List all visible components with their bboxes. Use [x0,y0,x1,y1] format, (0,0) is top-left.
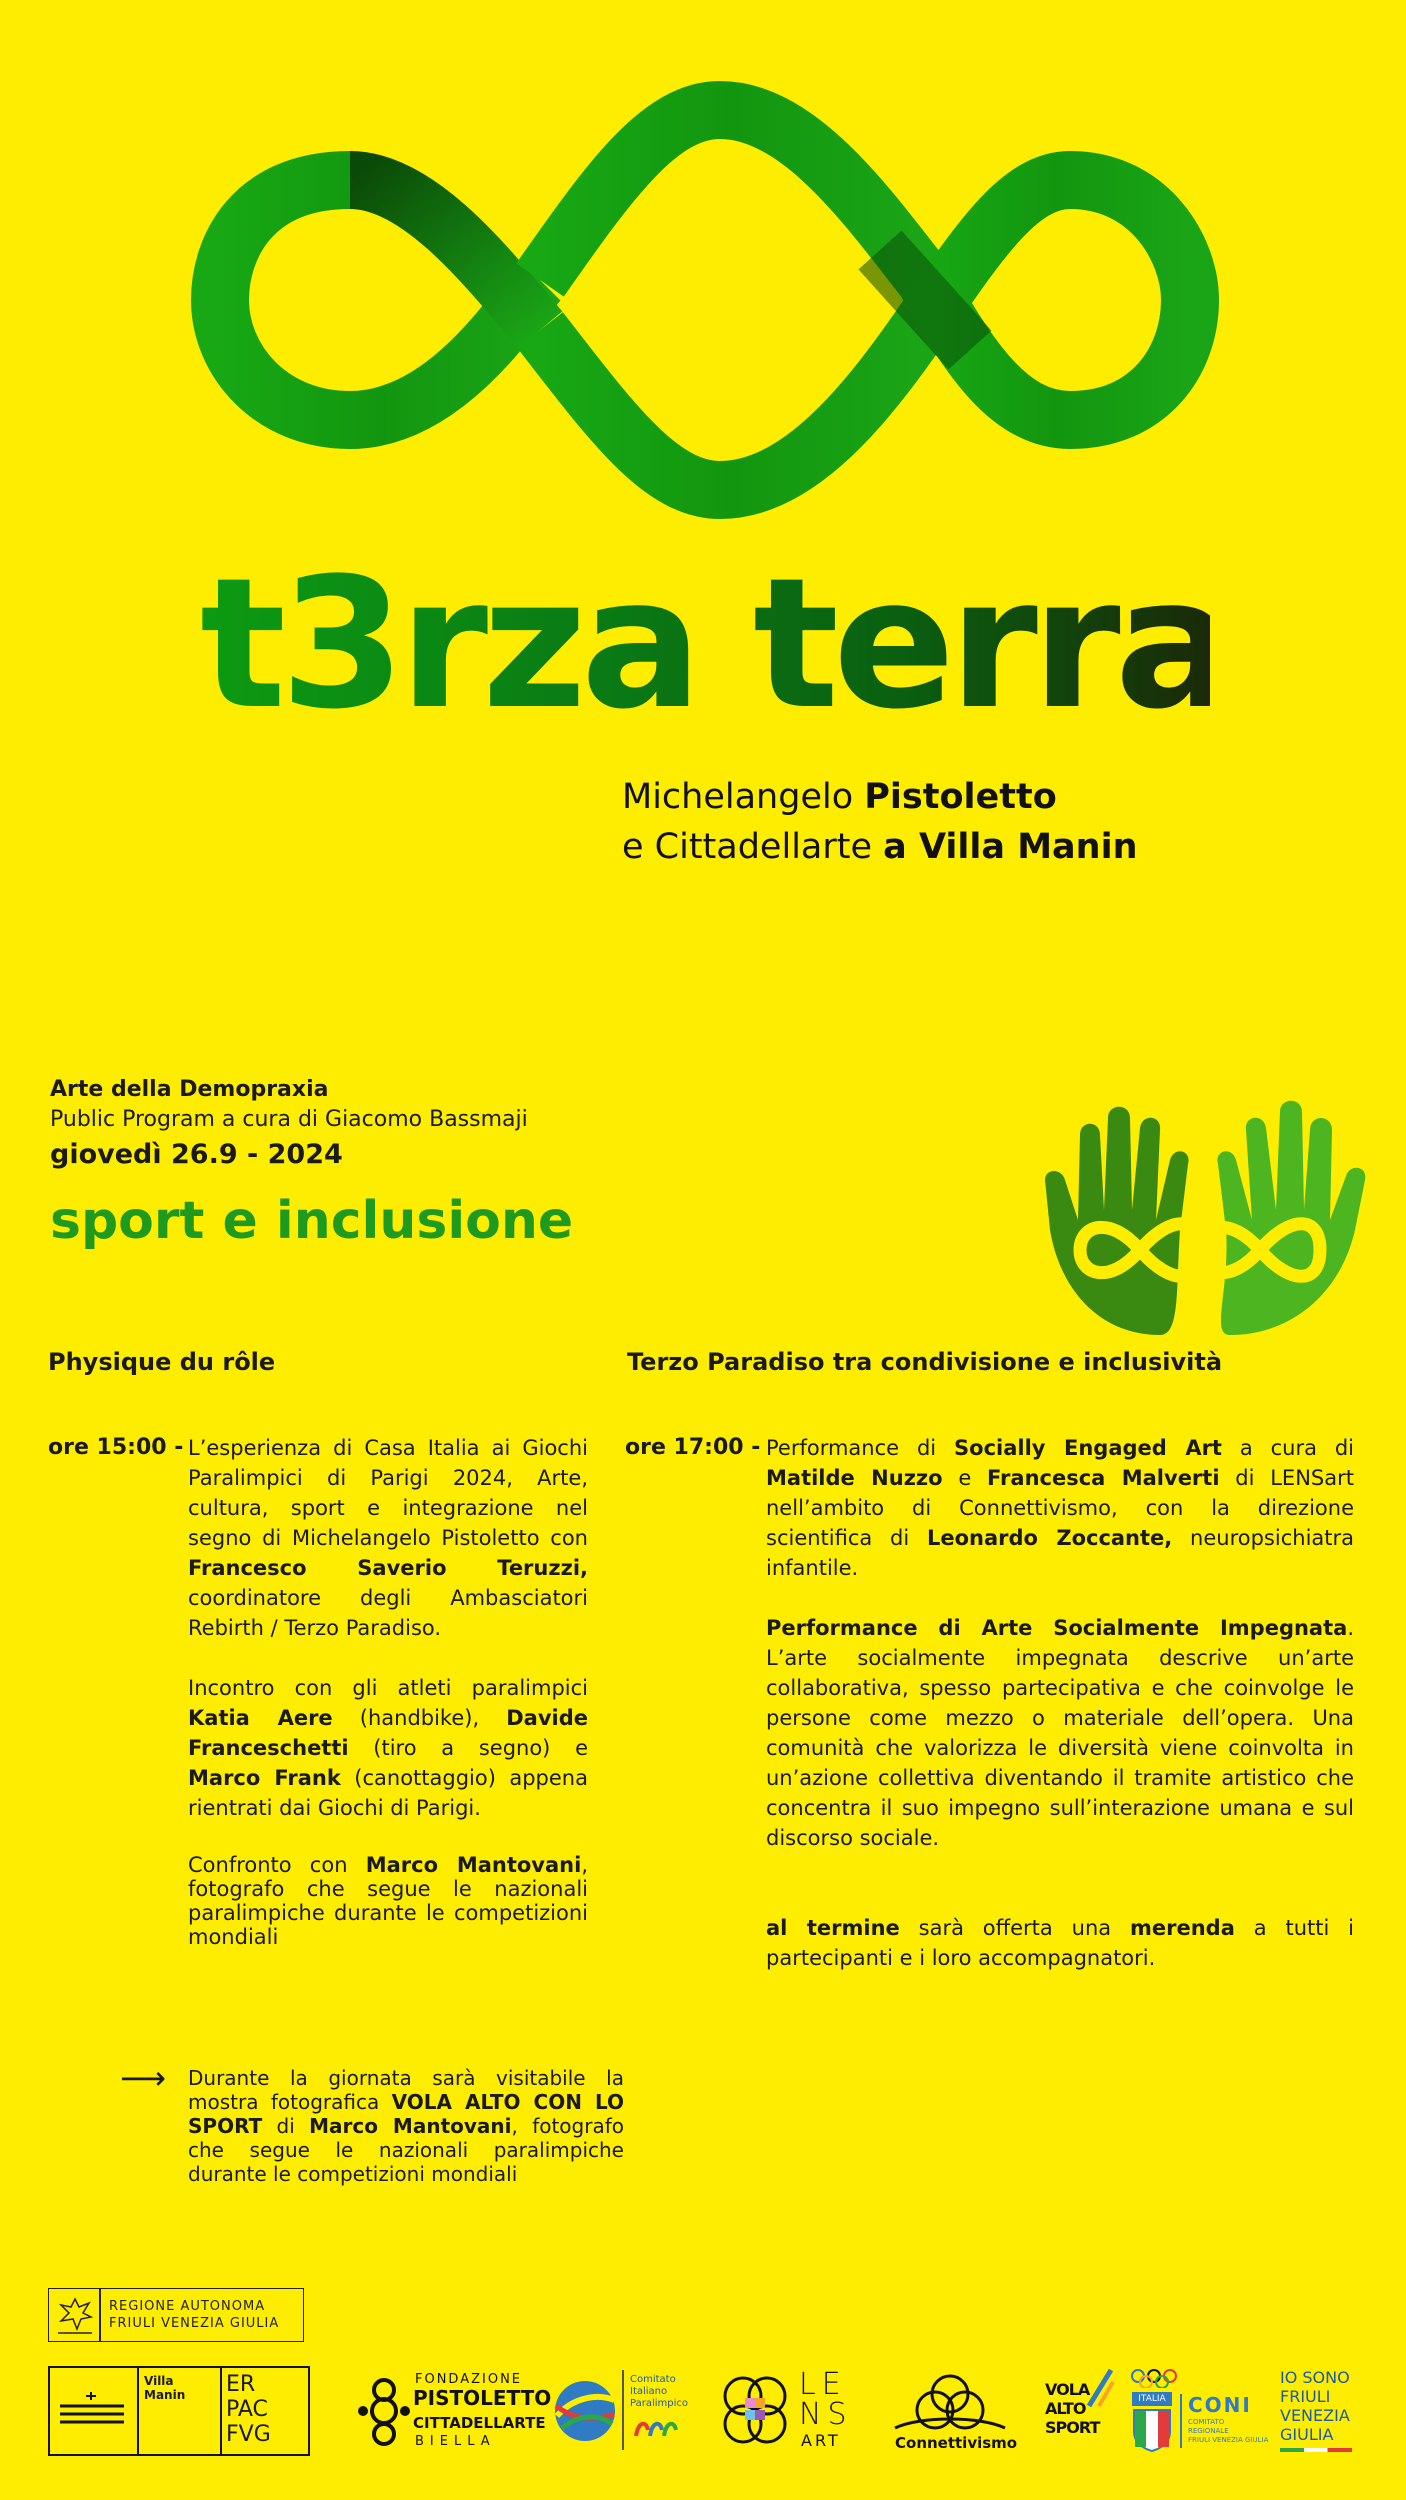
time-right: ore 17:00 - [625,1435,761,1460]
terzo-paradiso-symbol-icon [355,2376,413,2446]
eagle-icon [55,2293,95,2337]
right-paragraph-3: al termine sarà offerta una merenda a tutti i partecipanti e i loro accompagnatori. [766,1916,1354,1970]
exhibition-note: Durante la giornata sarà visitabile la mostra fotografica VOLA ALTO CON LO SPORT di Marco Mantovani, fotografo che segue le nazionali paralimpiche durante le competizioni mondiali [188,2066,625,2186]
paralimpico-globe-icon [552,2378,618,2444]
left-paragraph-1: L’esperienza di Casa Italia ai Giochi Paralimpici di Parigi 2024, Arte, cultura, sport e integrazione nel segno di Michelangelo Pistoletto con Francesco Saverio Teruzzi, coordinatore degli Ambasciatori Rebirth / Terzo Paradiso. [188,1436,588,1640]
olympic-rings-icon [1130,2368,1178,2388]
left-column [188,1433,588,1949]
italy-shield-icon [1132,2408,1172,2452]
lensart-flower-icon [715,2372,795,2452]
connettivismo-knot-icon [890,2372,1010,2432]
subtitle-venue: a Villa Manin [883,827,1138,867]
subtitle-artist-last: Pistoletto [864,777,1057,817]
io-sono-fvg-logo: IO SONO FRIULI VENEZIA GIULIA [1280,2368,1370,2458]
region-line-1: REGIONE AUTONOMA [109,2299,266,2314]
event-theme: sport e inclusione [50,1191,574,1251]
connettivismo-logo: Connettivismo [885,2372,1015,2456]
time-left: ore 15:00 - [48,1435,184,1460]
right-paragraph-1: Performance di Socially Engaged Art a cura di Matilde Nuzzo e Francesca Malverti di LENSart nell’ambito di Connettivismo, con la direzione scientifica di Leonardo Zoccante, neuropsichiatra infantile. [766,1436,1355,1580]
right-column [766,1433,1354,1973]
comitato-italiano-paralimpico-logo: Comitato Italiano Paralimpico [552,2370,692,2454]
main-title: t3rza terra [200,540,1231,749]
vola-alto-star-icon [1085,2368,1115,2408]
fondazione-pistoletto-logo: FONDAZIONE PISTOLETTO CITTADELLARTE BIELLA [355,2372,530,2452]
subtitle-artist-first: Michelangelo [622,777,865,817]
infinity-logo [190,70,1220,530]
coni-logo: ITALIA CONI COMITATO REGIONALE FRIULI VENEZIA GIULIA [1128,2368,1273,2456]
left-paragraph-3: Confronto con Marco Mantovani, fotografo che segue le nazionali paralimpiche durante le competizioni mondiali [188,1853,588,1949]
right-paragraph-2: Performance di Arte Socialmente Impegnata. L’arte socialmente impegnata descrive un’arte collaborativa, spesso partecipativa e che coinvolge le persone come mezzo o materiale dell’opera. Una comunità che valorizza le diversità viene coinvolta in un’azione collettiva diventando il tramite artistico che concentra il suo impegno sull’interazione umana e sul discorso sociale. [766,1616,1354,1850]
villa-manin-erpac-logo: Villa Manin ER PAC FVG [48,2366,310,2456]
subtitle [622,772,1138,872]
agitos-icon [632,2416,682,2442]
event-series: Arte della Demopraxia [50,1077,329,1102]
event-curator: Public Program a cura di Giacomo Bassmaji [50,1107,528,1132]
event-date: giovedì 26.9 - 2024 [50,1139,343,1170]
hands-infinity-icon [1040,1100,1370,1350]
section-title-right: Terzo Paradiso tra condivisione e inclusività [627,1348,1223,1376]
section-title-left: Physique du rôle [48,1348,276,1376]
vola-alto-sport-logo: VOLA ALTO SPORT [1045,2368,1117,2456]
arrow-icon: ⟶ [120,2059,166,2097]
tricolor-bar [1280,2448,1352,2452]
region-line-2: FRIULI VENEZIA GIULIA [109,2316,280,2331]
lensart-logo: LE NS ART [715,2370,855,2454]
regione-fvg-logo [48,2288,304,2342]
left-paragraph-2: Incontro con gli atleti paralimpici Katia Aere (handbike), Davide Franceschetti (tiro a segno) e Marco Frank (canottaggio) appena rientrati dai Giochi di Parigi. [188,1676,588,1820]
subtitle-org: e Cittadellarte [622,827,884,867]
villa-icon [58,2392,128,2432]
event-header [50,1075,750,1261]
